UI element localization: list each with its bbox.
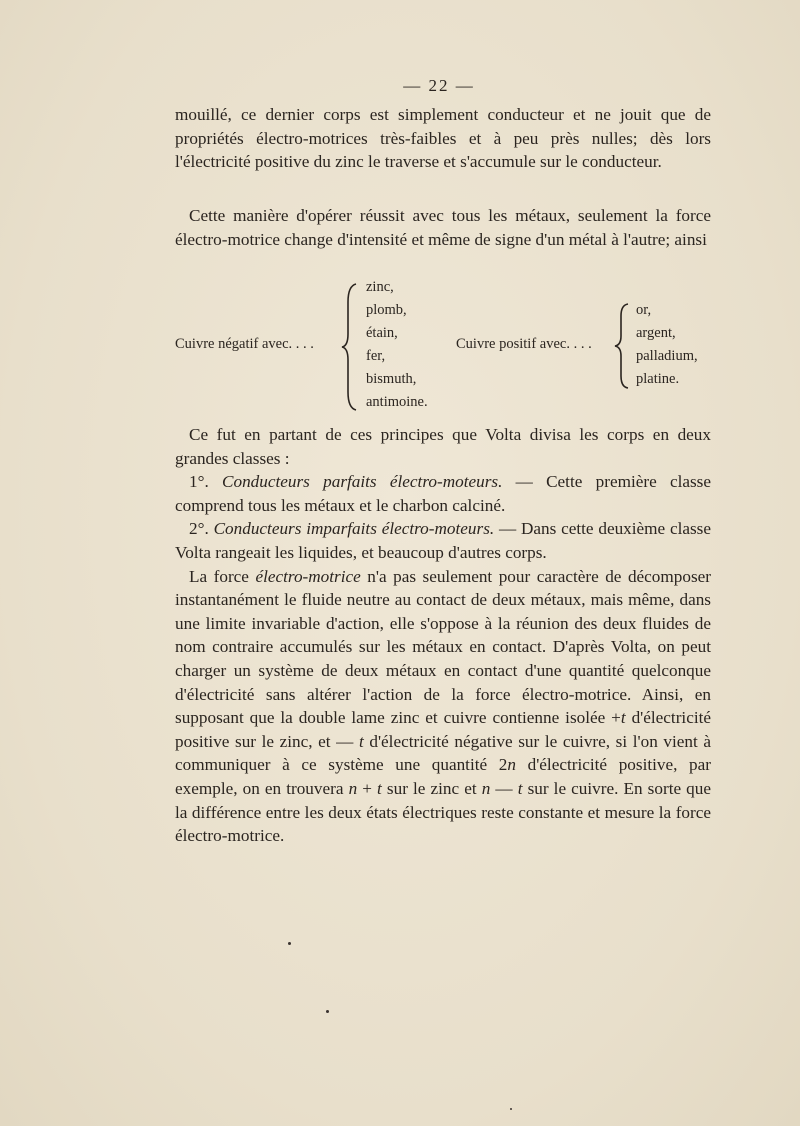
variable: t <box>517 778 523 798</box>
ink-speck <box>326 1010 329 1013</box>
variable: t <box>358 731 364 751</box>
variable: t <box>620 708 626 728</box>
variable: n <box>507 755 516 775</box>
positive-item: platine. <box>636 371 680 387</box>
variable: t <box>377 778 382 798</box>
page-number: — 22 — <box>403 76 475 95</box>
class-2-text: — Dans cette deuxième classe Volta rangeait les liquides, et beaucoup d'autres corps. <box>175 519 711 562</box>
text-run: d'électricité négative sur le cuivre, si l'on vient à communiquer à ce système une quantité 2 <box>175 731 711 775</box>
negative-item: bismuth, <box>366 371 417 387</box>
negative-item: antimoine. <box>366 394 428 410</box>
negative-item: plomb, <box>366 302 407 318</box>
text-run: + <box>357 778 378 798</box>
positive-items <box>636 299 698 391</box>
negative-list-label: Cuivre négatif avec. . . . <box>175 336 314 352</box>
paragraph-6 <box>175 565 711 848</box>
variable: n <box>481 778 491 798</box>
positive-item: palladium, <box>636 348 698 364</box>
text-run: n'a pas seulement pour caractère de décomposer instantanément le fluide neutre au contact de deux métaux, mais même, dans une limite invariable d'action, elle s'oppose à la réunion des deux fluides de nom contraire accumulés sur les métaux en contact. D'après Volta, on peut charger un système de deux métaux en contact d'une quantité quelconque d'électricité sans altérer l'action de la force électro-motrice. Ainsi, en supposant que la double lame zinc et cuivre contienne isolée + <box>175 566 711 728</box>
negative-brace <box>340 282 362 412</box>
variable: n <box>348 778 358 798</box>
text-run: sur le zinc et <box>381 778 482 798</box>
class-1-title: Conducteurs parfaits électro-moteurs. <box>222 472 503 492</box>
text-run: La force <box>189 566 256 586</box>
positive-list-label: Cuivre positif avec. . . . <box>456 336 592 352</box>
ink-speck <box>288 942 291 945</box>
text-run: d'électricité positive sur le zinc, et — <box>175 708 712 751</box>
positive-item: argent, <box>636 325 676 341</box>
positive-item: or, <box>636 302 652 318</box>
emphasis: électro-motrice <box>255 566 361 586</box>
class-2-title: Conducteurs imparfaits électro-moteurs. <box>213 519 495 539</box>
text-run: — <box>490 778 518 798</box>
negative-item: fer, <box>366 348 386 364</box>
positive-brace <box>612 302 634 390</box>
negative-items <box>366 276 428 414</box>
paragraph-4 <box>175 470 711 517</box>
text-run: d'électricité positive, par exemple, on en trouvera <box>175 755 712 798</box>
paragraph-continuation <box>175 103 711 174</box>
class-2-number: 2°. <box>189 519 209 539</box>
paragraph-5 <box>175 517 711 564</box>
paragraph-metals-block <box>175 204 711 251</box>
text-run: sur le cuivre. En sorte que la différence entre les deux états électriques reste constante et mesure la force électro-motrice. <box>175 778 712 846</box>
paragraph-3: Ce fut en partant de ces principes que Volta divisa les corps en deux grandes classes : <box>175 425 711 468</box>
class-1-text: — Cette première classe comprend tous les métaux et le charbon calciné. <box>175 472 711 515</box>
ink-speck <box>510 1108 512 1110</box>
negative-item: étain, <box>366 325 398 341</box>
paragraph-1: mouillé, ce dernier corps est simplement conducteur et ne jouit que de propriétés électro-motrices très-faibles et à peu près nulles; dès lors l'électricité positive du zinc le traverse et s'accumule sur le conducteur. <box>175 105 711 172</box>
class-1-number: 1°. <box>189 472 209 492</box>
body-text <box>175 423 711 848</box>
paragraph-2: Cette manière d'opérer réussit avec tous les métaux, seulement la force électro-motrice change d'intensité et même de signe d'un métal à l'autre; ainsi <box>175 206 711 249</box>
negative-item: zinc, <box>366 279 394 295</box>
